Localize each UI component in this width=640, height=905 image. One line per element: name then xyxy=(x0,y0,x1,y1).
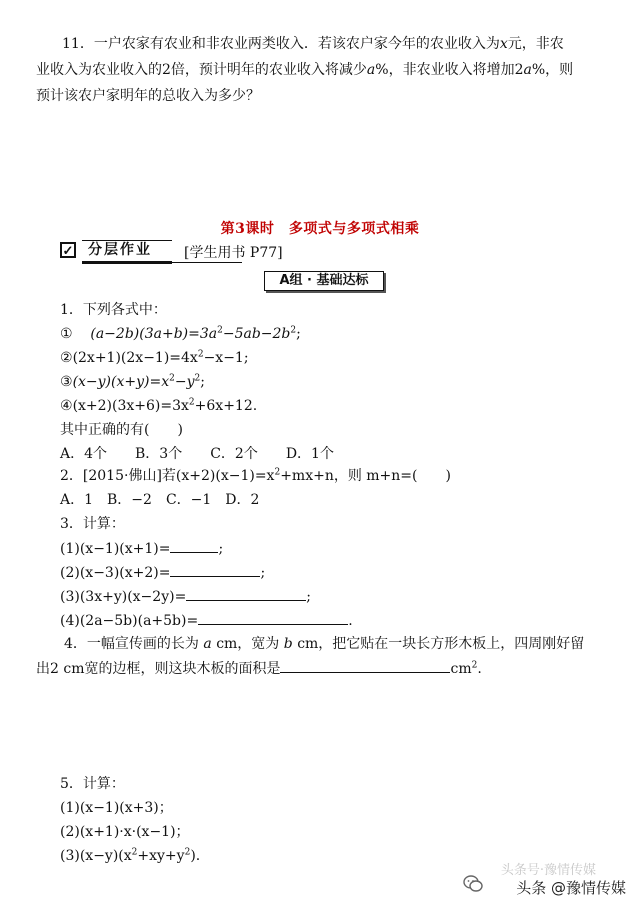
exponent: 2 xyxy=(131,847,138,858)
text: 11．一户农家有农业和非农业两类收入．若该农户家今年的农业收入为 xyxy=(62,36,500,52)
exponent: 2 xyxy=(471,660,478,671)
text: %，非农业收入将增加2 xyxy=(375,62,524,78)
text: cm，宽为 xyxy=(216,636,280,652)
q5-part-2: (2)(x+1)·x·(x−1)； xyxy=(60,824,190,840)
var-a: a xyxy=(523,62,532,78)
expr: −5ab−2b xyxy=(222,326,291,342)
item-number: ③ xyxy=(60,374,73,390)
text: (2)(x−3)(x+2)= xyxy=(60,565,171,581)
text: 预计该农户家明年的总收入为多少？ xyxy=(36,88,260,104)
item-number: ② xyxy=(60,350,73,366)
text: . xyxy=(477,661,482,677)
q1-item-2 xyxy=(60,348,249,368)
text: (4)(2a−5b)(a+5b)= xyxy=(60,613,199,629)
exponent: 2 xyxy=(194,373,201,384)
problem-11-line-3 xyxy=(36,86,260,106)
underline-divider xyxy=(82,262,242,263)
q2-options: A．1 B．−2 C．−1 D．2 xyxy=(60,492,260,508)
problem-11-line-1 xyxy=(62,34,564,54)
text: %，则 xyxy=(531,62,574,78)
text: +xy+y xyxy=(137,848,185,864)
q5-part-1: (1)(x−1)(x+3)； xyxy=(60,800,173,816)
exponent: 2 xyxy=(217,325,223,336)
exponent: 2 xyxy=(197,349,204,360)
var-a: a xyxy=(366,62,376,78)
q3-stem: 3．计算： xyxy=(60,516,125,532)
unit: cm xyxy=(450,661,472,677)
homework-label: 分层作业 xyxy=(82,240,172,264)
answer-blank[interactable] xyxy=(186,586,306,601)
q1-item-1 xyxy=(60,324,301,344)
q4-line-1 xyxy=(64,634,584,654)
exponent: 2 xyxy=(184,847,191,858)
expr: −x−1; xyxy=(203,350,249,366)
expr: (a−2b)(3a+b)=3a xyxy=(90,326,218,342)
exponent: 2 xyxy=(290,325,297,336)
text: 2．[2015·佛山]若(x+2)(x−1)=x xyxy=(60,468,275,484)
text: 4．一幅宣传画的长为 xyxy=(64,636,199,652)
homework-header xyxy=(60,240,620,264)
text: (3)(3x+y)(x−2y)= xyxy=(60,589,187,605)
q3-part-1 xyxy=(60,538,223,559)
item-number: ④ xyxy=(60,398,73,414)
text: ; xyxy=(306,589,312,605)
check-icon: ✓ xyxy=(60,242,76,258)
text: ). xyxy=(190,848,201,864)
group-a-banner xyxy=(264,270,384,290)
group-a-label: A组 · 基础达标 xyxy=(264,271,384,291)
problem-11-line-2 xyxy=(36,60,573,80)
q1-item-3 xyxy=(60,372,205,392)
expr: (x−y)(x+y)=x xyxy=(72,374,170,390)
text: (3)(x−y)(x xyxy=(60,848,132,864)
q2-stem xyxy=(60,466,451,486)
answer-blank[interactable] xyxy=(170,562,260,577)
text: cm，把它贴在一块长方形木板上，四周刚好留 xyxy=(297,636,585,652)
exponent: 2 xyxy=(169,373,175,384)
exponent: 2 xyxy=(188,397,195,408)
expr: ; xyxy=(200,374,205,390)
expr: (2x+1)(2x−1)=4x xyxy=(72,350,198,366)
q3-part-3 xyxy=(60,586,311,607)
expr: −y xyxy=(174,374,195,390)
text: +mx+n，则 m+n=( ) xyxy=(280,468,451,484)
lesson-title: 第3课时 多项式与多项式相乘 xyxy=(220,221,420,237)
text: 业收入为农业收入的2倍，预计明年的农业收入将减少 xyxy=(36,62,367,78)
text: (1)(x−1)(x+1)= xyxy=(60,541,171,557)
var-a: a xyxy=(203,636,212,652)
text: 出2 cm宽的边框，则这块木板的面积是 xyxy=(36,661,281,677)
exponent: 2 xyxy=(274,467,281,478)
watermark-text: 头条 @豫情传媒 xyxy=(516,879,626,897)
watermark-faint-text: 头条号·豫情传媒 xyxy=(500,863,596,878)
watermark xyxy=(456,863,626,899)
q1-item-4 xyxy=(60,396,257,416)
expr: ; xyxy=(296,326,301,342)
expr: (x+2)(3x+6)=3x xyxy=(72,398,189,414)
text: 元，非农 xyxy=(507,36,564,52)
q3-part-2 xyxy=(60,562,265,583)
text: ; xyxy=(218,541,224,557)
wechat-icon xyxy=(462,873,484,895)
expr: +6x+12. xyxy=(194,398,258,414)
q4-line-2 xyxy=(36,658,482,679)
var-b: b xyxy=(283,636,293,652)
answer-blank[interactable] xyxy=(170,538,218,553)
text: ; xyxy=(260,565,266,581)
q1-options: A．4个 B．3个 C．2个 D．1个 xyxy=(60,446,334,462)
item-number: ① xyxy=(60,326,73,342)
answer-blank[interactable] xyxy=(280,658,450,673)
book-reference: [学生用书 P77] xyxy=(184,245,283,261)
q5-stem: 5．计算： xyxy=(60,776,125,792)
q5-part-3 xyxy=(60,846,200,866)
q1-which: 其中正确的有( ) xyxy=(60,422,183,438)
q1-stem: 1．下列各式中： xyxy=(60,302,167,318)
text: . xyxy=(348,613,353,629)
q3-part-4 xyxy=(60,610,353,631)
answer-blank[interactable] xyxy=(198,610,348,625)
var-x: x xyxy=(499,36,508,52)
